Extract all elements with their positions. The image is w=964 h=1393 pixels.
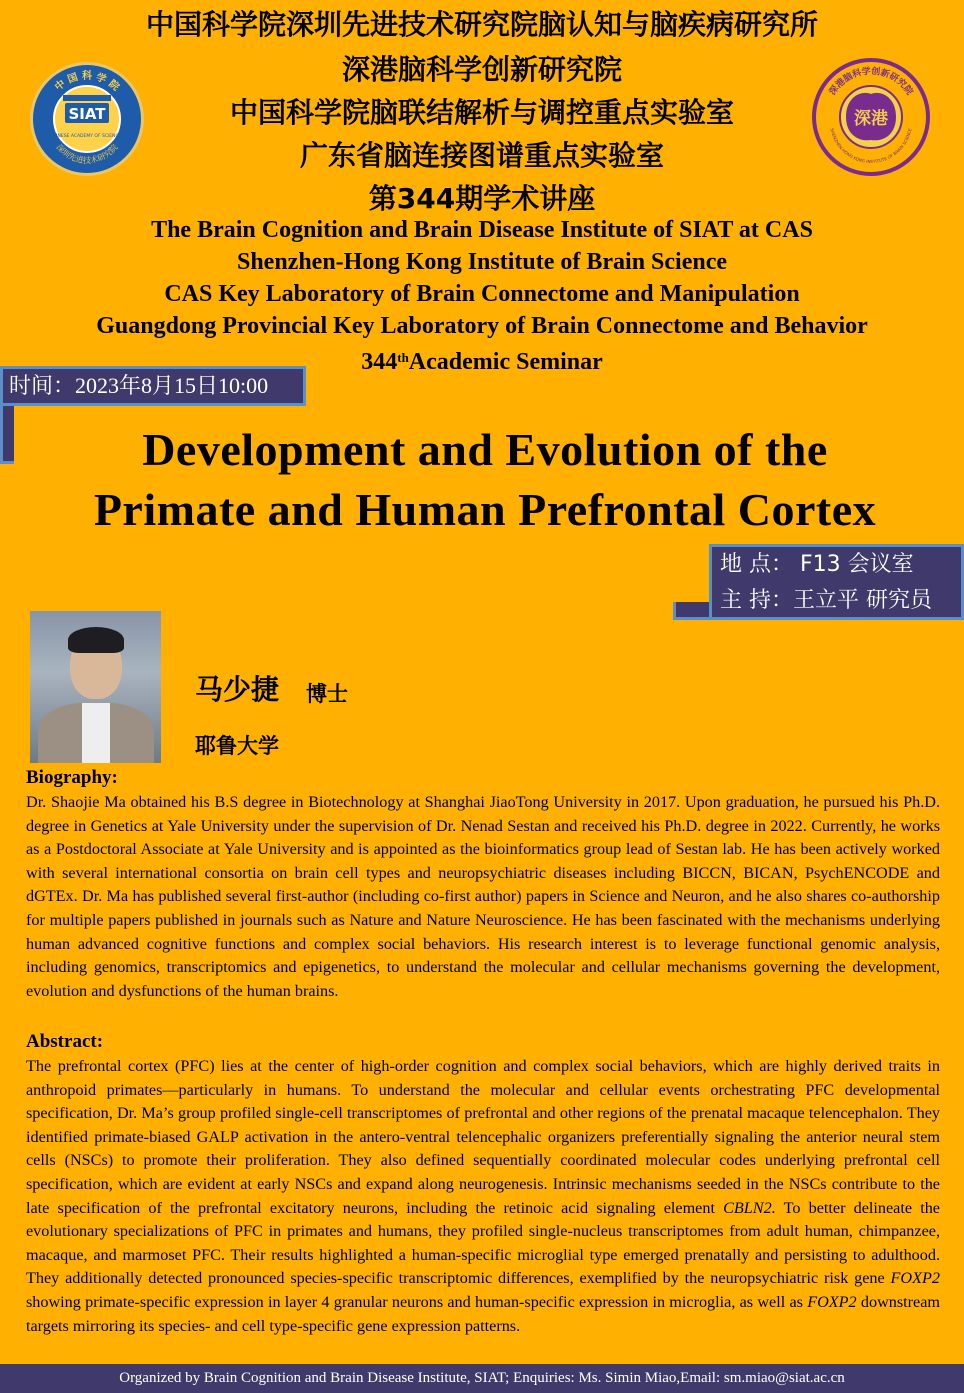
location-box-tail bbox=[673, 602, 713, 620]
header-cn-line-4: 广东省脑连接图谱重点实验室 bbox=[299, 139, 664, 172]
host-label: 主 持： bbox=[720, 588, 793, 613]
footer: Organized by Brain Cognition and Brain Disease Institute, SIAT; Enquiries: Ms. Simin Miao,Email: sm.miao@siat.ac.cn bbox=[0, 1364, 964, 1393]
talk-title-line-1: Development and Evolution of the bbox=[142, 424, 828, 475]
location-value: F13 会议室 bbox=[800, 552, 914, 577]
speaker-title: 博士 bbox=[306, 682, 348, 706]
brain-logo-en-text: SHENZHEN-HONG KONG INSTITUTE OF BRAIN SCIENCE bbox=[829, 127, 913, 165]
header-en-line-2: Shenzhen-Hong Kong Institute of Brain Science bbox=[236, 249, 728, 275]
brain-logo-center: 深港 bbox=[854, 109, 888, 129]
header-cn-line-5: 第344期学术讲座 bbox=[368, 182, 596, 215]
shenzhen-hk-brain-logo bbox=[812, 58, 930, 176]
abstract-gene-3: FOXP2 bbox=[807, 1292, 857, 1311]
siat-logo-bottom-text: 深圳先进技术研究院 bbox=[54, 142, 120, 165]
abstract-heading: Abstract: bbox=[26, 1031, 104, 1052]
talk-title-line-2: Primate and Human Prefrontal Cortex bbox=[93, 484, 877, 535]
header-en-line-1: The Brain Cognition and Brain Disease Institute of SIAT at CAS bbox=[151, 217, 813, 243]
brain-logo-ring-text: 深港脑科学创新研究院 bbox=[827, 66, 915, 98]
speaker-photo bbox=[30, 611, 161, 763]
siat-logo-sub: CHINESE ACADEMY OF SCIENCES bbox=[49, 134, 125, 139]
time-box bbox=[0, 366, 306, 406]
abstract-part-1: The prefrontal cortex (PFC) lies at the center of high-order cognition and complex social behaviors, which are highly derived traits in anthropoid primates—particularly in humans. To understand the molecular and cellular events orchestrating PFC developmental specification, Dr. Ma’s group profiled single-cell transcriptomes of prefrontal and other regions of the prenatal macaque telencephalon. They identified primate-biased GALP activation in the antero-ventral telencephalic organizers preferentially signaling the anterior neural stem cells (NSCs) to promote their proliferation. They also defined sequentially coordinated molecular codes underlying prefrontal cell specification, which are evident at early NSCs and expand along neurogenesis. Intrinsic mechanisms seeded in the NSCs contribute to the late specification of the prefrontal excitatory neurons, including the retinoic acid signaling element bbox=[26, 1057, 940, 1217]
biography-heading: Biography: bbox=[26, 767, 118, 788]
time-value: 2023年8月15日10:00 bbox=[75, 373, 269, 398]
abstract-part-3: showing primate-specific expression in layer 4 granular neurons and human-specific expression in microglia, as well as bbox=[26, 1292, 808, 1311]
host-row bbox=[720, 583, 961, 619]
siat-logo-abbr: SIAT bbox=[68, 105, 106, 123]
time-label: 时间： bbox=[9, 374, 76, 399]
abstract-part-2: To better delineate the evolutionary specializations of PFC in primates and humans, they profiled single-nucleus transcriptomes from adult human, chimpanzee, macaque, and marmoset PFC. Their results highlighted a human-specific microglial type emerged prenatally and persisting to adulthood. They additionally detected pronounced species-specific transcriptomic differences, exemplified by the neuropsychiatric risk gene bbox=[26, 1198, 940, 1288]
location-box bbox=[709, 544, 964, 620]
host-value: 王立平 研究员 bbox=[793, 588, 932, 613]
abstract-part-4: downstream targets mirroring its species- and cell type-specific gene expression patterns. bbox=[26, 1292, 940, 1335]
location-label: 地 点： bbox=[720, 552, 793, 577]
header-en-line-4: Guangdong Provincial Key Laboratory of Brain Connectome and Behavior bbox=[96, 313, 868, 339]
abstract-text bbox=[26, 1055, 940, 1338]
abstract-gene-1: CBLN2. bbox=[723, 1198, 776, 1217]
header-en-line-3: CAS Key Laboratory of Brain Connectome and Manipulation bbox=[164, 281, 800, 307]
speaker-name: 马少捷 bbox=[195, 673, 280, 706]
header-cn-line-2: 深港脑科学创新研究院 bbox=[341, 53, 622, 86]
talk-title bbox=[0, 420, 964, 540]
header-cn-line-1: 中国科学院深圳先进技术研究院脑认知与脑疾病研究所 bbox=[145, 8, 818, 41]
seminar-label: Academic Seminar bbox=[408, 349, 603, 375]
seminar-sup: th bbox=[397, 350, 409, 365]
siat-logo-top-text: 中 国 科 学 院 bbox=[53, 71, 121, 94]
location-row bbox=[720, 547, 961, 583]
biography-text: Dr. Shaojie Ma obtained his B.S degree in Biotechnology at Shanghai JiaoTong University in 2017. Upon graduation, he pursued his Ph.D. degree in Genetics at Yale University under the supervision of Dr. Nenad Sestan and received his Ph.D. degree in 2022. Currently, he works as a Postdoctoral Associate at Yale University and is appointed as the bioinformatics group lead of Sestan lab. He has been actively worked with several international consortia on brain cell types and neuropsychiatric diseases including BICCN, BICAN, PsychENCODE and dGTEx. Dr. Ma has published several first-author (including co-first author) papers in Science and Neuron, and he also shares co-authorship for multiple papers published in journals such as Nature and Nature Neuroscience. He has been fascinated with the mechanisms underlying human advanced cognitive functions and complex social behaviors. His research interest is to leverage functional genomic analysis, including genomics, transcriptomics and epigenetics, to understand the molecular and cellular mechanisms governing the development, evolution and dysfunctions of the human brains. bbox=[26, 793, 940, 1000]
abstract-gene-2: FOXP2 bbox=[890, 1269, 940, 1288]
seminar-number: 344 bbox=[361, 349, 398, 375]
siat-logo bbox=[30, 62, 144, 176]
speaker-org: 耶鲁大学 bbox=[195, 734, 279, 758]
header-cn-line-3: 中国科学院脑联结解析与调控重点实验室 bbox=[229, 96, 734, 129]
